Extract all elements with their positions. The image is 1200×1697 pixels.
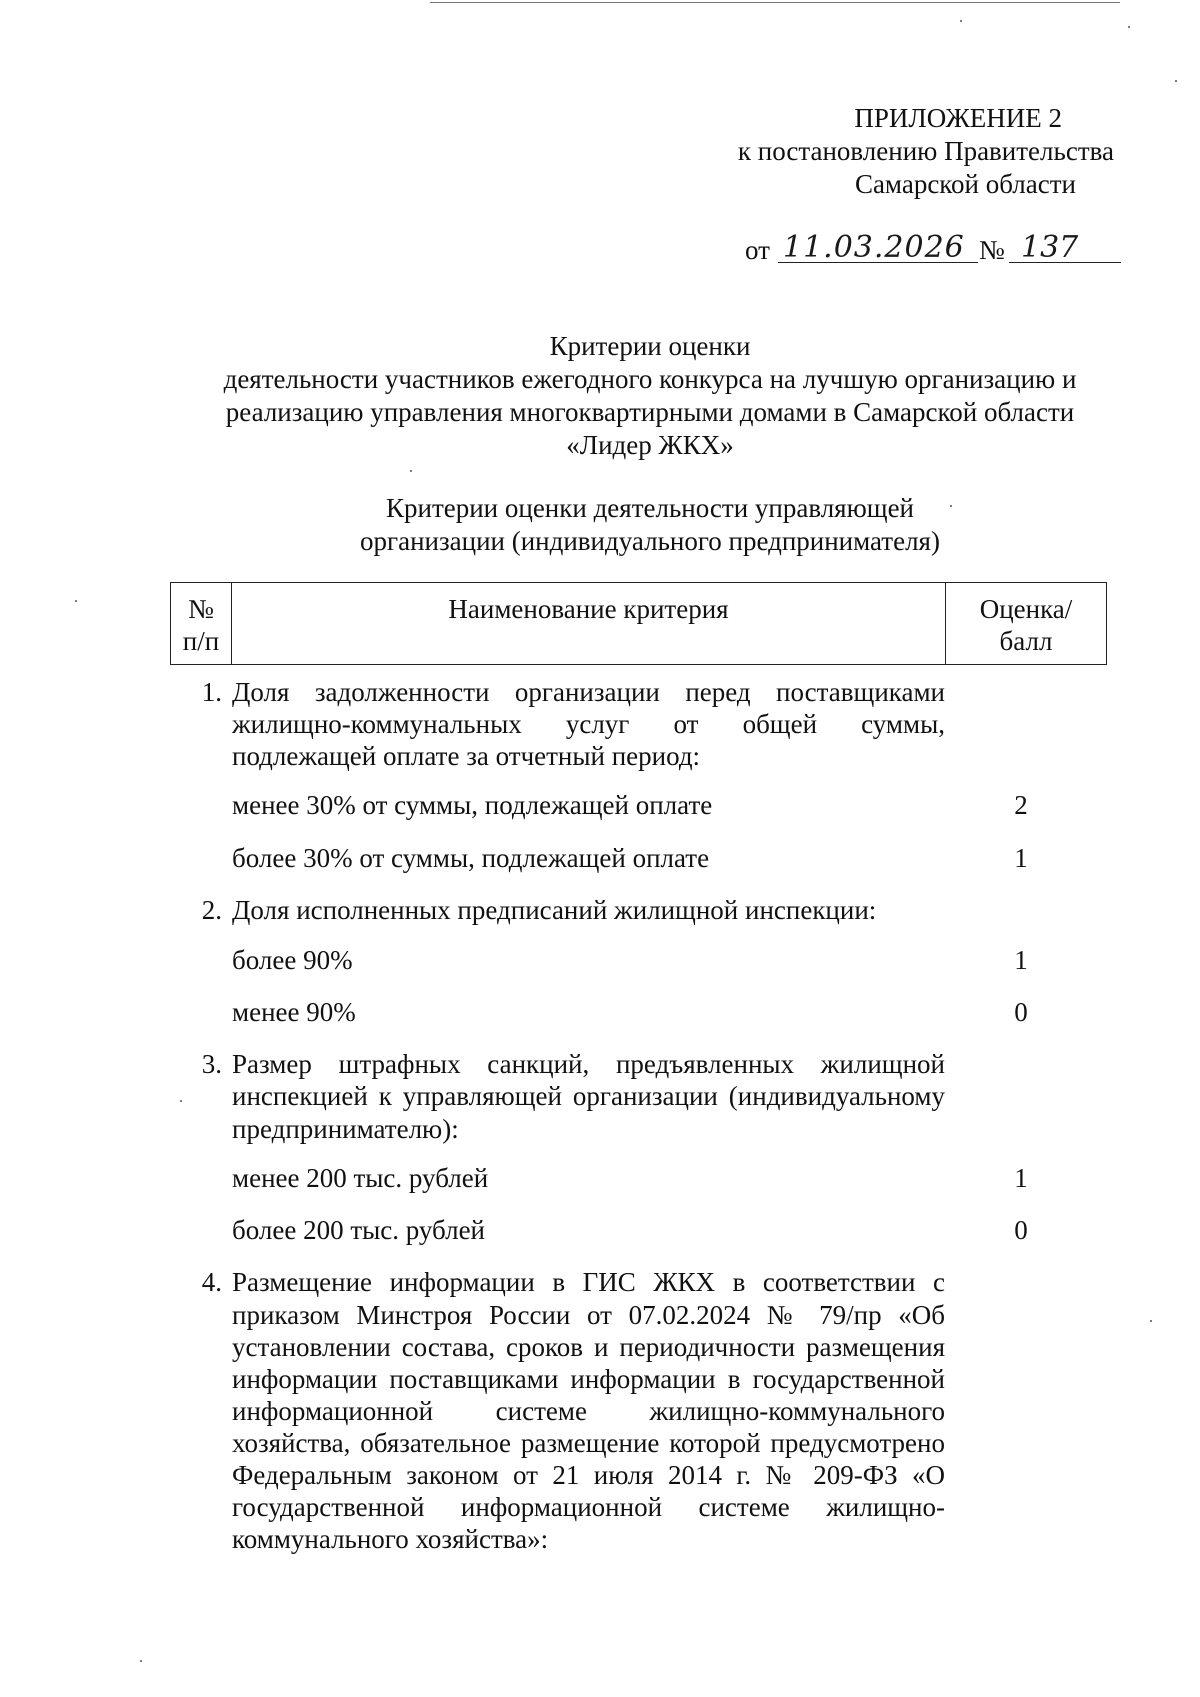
- title-line-1: Критерии оценки: [549, 331, 751, 361]
- appendix-header: [594, 102, 1114, 201]
- scan-speck: [1150, 1320, 1152, 1322]
- option-row: [170, 842, 1107, 874]
- from-label: от: [745, 235, 770, 265]
- header-name-cell: Наименование критерия: [232, 583, 946, 665]
- subtitle-line-2: организации (индивидуального предпринимателя): [360, 525, 940, 556]
- scan-speck: [75, 600, 77, 602]
- header-score-line-1: Оценка/: [979, 594, 1073, 624]
- appendix-title: ПРИЛОЖЕНИЕ 2: [854, 103, 1062, 133]
- scan-speck: [180, 1100, 182, 1102]
- criterion-row: [170, 1266, 1107, 1555]
- header-number-cell: [171, 583, 232, 665]
- criterion-score-empty: [945, 1048, 1097, 1144]
- header-row: [171, 583, 1107, 665]
- option-text: менее 90%: [232, 996, 356, 1027]
- criterion-number: 3.: [201, 1049, 222, 1080]
- option-score: 1: [1014, 842, 1028, 873]
- resolution-date-number: [745, 228, 1125, 268]
- document-title: [160, 330, 1140, 462]
- criteria-list: [170, 676, 1107, 1556]
- handwritten-number: 137: [1021, 230, 1079, 265]
- criterion-text: Размещение информации в ГИС ЖКХ в соответствии с приказом Минстроя России от 07.02.2024 № 79/пр «Об установлении состава, сроков и периодичности размещения информации поставщиками информации в государственной информационной системе жилищно-коммунального хозяйства, обязательное размещение которой предусмотрено Федеральным законом от 21 июля 2014 г. № 209-ФЗ «О государственной информационной системе жилищно-коммунального хозяйства»:: [232, 1267, 945, 1555]
- criterion-number: 1.: [201, 677, 222, 707]
- appendix-region-line: Самарской области: [854, 168, 1076, 199]
- scan-speck: [1128, 26, 1130, 28]
- criterion-number: 2.: [201, 895, 222, 926]
- criterion-text: Размер штрафных санкций, предъявленных жилищной инспекцией к управляющей организации (индивидуальному предпринимателю):: [232, 1049, 945, 1144]
- criterion-score-empty: [945, 1266, 1097, 1555]
- criterion-row: [170, 676, 1107, 772]
- title-line-2: деятельности участников ежегодного конкурса на лучшую организацию и: [223, 363, 1077, 394]
- appendix-resolution-line: к постановлению Правительства: [737, 135, 1114, 166]
- scan-speck: [140, 1660, 142, 1662]
- header-score-cell: [946, 583, 1107, 665]
- option-score: 0: [1014, 996, 1028, 1027]
- number-label: №: [979, 235, 1005, 265]
- scan-speck: [410, 470, 412, 472]
- criterion-score-empty: [945, 894, 1097, 926]
- header-number-symbol: №: [188, 594, 214, 624]
- header-number-pp: п/п: [182, 626, 220, 657]
- header-score-line-2: балл: [999, 626, 1053, 657]
- title-line-4: «Лидер ЖКХ»: [566, 429, 734, 460]
- option-text: более 30% от суммы, подлежащей оплате: [232, 842, 710, 873]
- scan-speck: [1175, 80, 1177, 82]
- option-row: [170, 1214, 1107, 1246]
- option-score: 1: [1014, 944, 1028, 975]
- option-row: [170, 1162, 1107, 1194]
- criterion-number: 4.: [201, 1267, 222, 1298]
- scan-top-edge-line: [430, 2, 1120, 3]
- scan-speck: [960, 20, 962, 22]
- option-row: [170, 944, 1107, 976]
- scan-speck: [950, 505, 952, 507]
- option-text: более 90%: [232, 944, 353, 975]
- criterion-score-empty: [945, 676, 1097, 772]
- criterion-row: [170, 894, 1107, 926]
- option-score: 2: [1014, 790, 1028, 821]
- option-row: [170, 996, 1107, 1028]
- option-score: 0: [1014, 1215, 1028, 1246]
- option-text: менее 200 тыс. рублей: [232, 1162, 489, 1193]
- criterion-row: [170, 1048, 1107, 1144]
- option-text: менее 30% от суммы, подлежащей оплате: [232, 790, 713, 821]
- criterion-text: Доля задолженности организации перед поставщиками жилищно-коммунальных услуг от общей суммы, подлежащей оплате за отчетный период:: [232, 677, 945, 772]
- criterion-text: Доля исполненных предписаний жилищной инспекции:: [232, 895, 877, 926]
- option-text: более 200 тыс. рублей: [232, 1215, 486, 1246]
- subtitle-line-1: Критерии оценки деятельности управляющей: [385, 493, 915, 523]
- option-score: 1: [1014, 1162, 1028, 1193]
- criteria-table-header: [170, 582, 1107, 665]
- title-line-3: реализацию управления многоквартирными домами в Самарской области: [225, 396, 1075, 427]
- option-row: [170, 789, 1107, 821]
- handwritten-date: 11.03.2026: [783, 230, 965, 265]
- section-subtitle: [220, 492, 1080, 558]
